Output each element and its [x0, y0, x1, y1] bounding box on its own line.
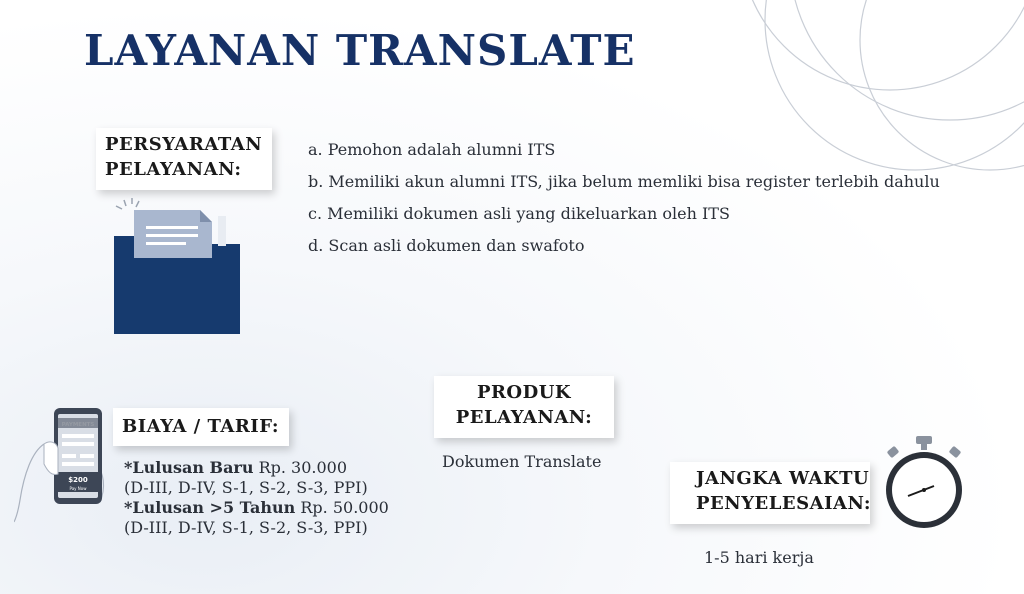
fee-details: [124, 458, 389, 538]
requirement-item: a. Pemohon adalah alumni ITS: [308, 140, 556, 159]
stopwatch-icon: [878, 434, 970, 530]
requirements-heading: [96, 128, 272, 190]
fee-old-grad-levels: (D-III, D-IV, S-1, S-2, S-3, PPI): [124, 518, 368, 537]
duration-value: 1-5 hari kerja: [704, 548, 814, 567]
product-heading-line1: PRODUK: [476, 382, 572, 403]
duration-heading-line1: JANGKA WAKTU: [696, 468, 870, 489]
fee-new-grad-label: *Lulusan Baru: [124, 458, 254, 477]
duration-heading: [670, 462, 870, 524]
requirement-item: d. Scan asli dokumen dan swafoto: [308, 236, 585, 255]
product-heading-line2: PELAYANAN:: [455, 407, 593, 428]
fee-new-grad-line: [124, 458, 389, 478]
requirements-heading-line1: PERSYARATAN: [105, 134, 263, 155]
payment-phone-icon: [14, 404, 114, 524]
phone-amount: $200: [68, 476, 88, 484]
page-title: LAYANAN TRANSLATE: [84, 26, 636, 75]
fee-new-grad-price: Rp. 30.000: [253, 458, 348, 477]
product-value: Dokumen Translate: [442, 452, 602, 471]
phone-pay-button: Pay Now: [69, 486, 87, 491]
document-folder-icon: [112, 196, 244, 336]
fee-new-grad-levels: (D-III, D-IV, S-1, S-2, S-3, PPI): [124, 478, 368, 497]
fee-heading-text: BIAYA / TARIF:: [122, 416, 280, 437]
requirements-heading-line2: PELAYANAN:: [105, 159, 242, 180]
requirements-list: [308, 134, 940, 262]
requirement-item: c. Memiliki dokumen asli yang dikeluarkan oleh ITS: [308, 204, 730, 223]
fee-old-grad-label: *Lulusan >5 Tahun: [124, 498, 296, 517]
duration-heading-line2: PENYELESAIAN:: [696, 493, 871, 514]
requirement-item: b. Memiliki akun alumni ITS, jika belum memliki bisa register terlebih dahulu: [308, 172, 940, 191]
product-heading: [434, 376, 614, 438]
fee-heading: [113, 408, 289, 446]
fee-old-grad-price: Rp. 50.000: [295, 498, 389, 517]
fee-old-grad-line: [124, 498, 389, 518]
